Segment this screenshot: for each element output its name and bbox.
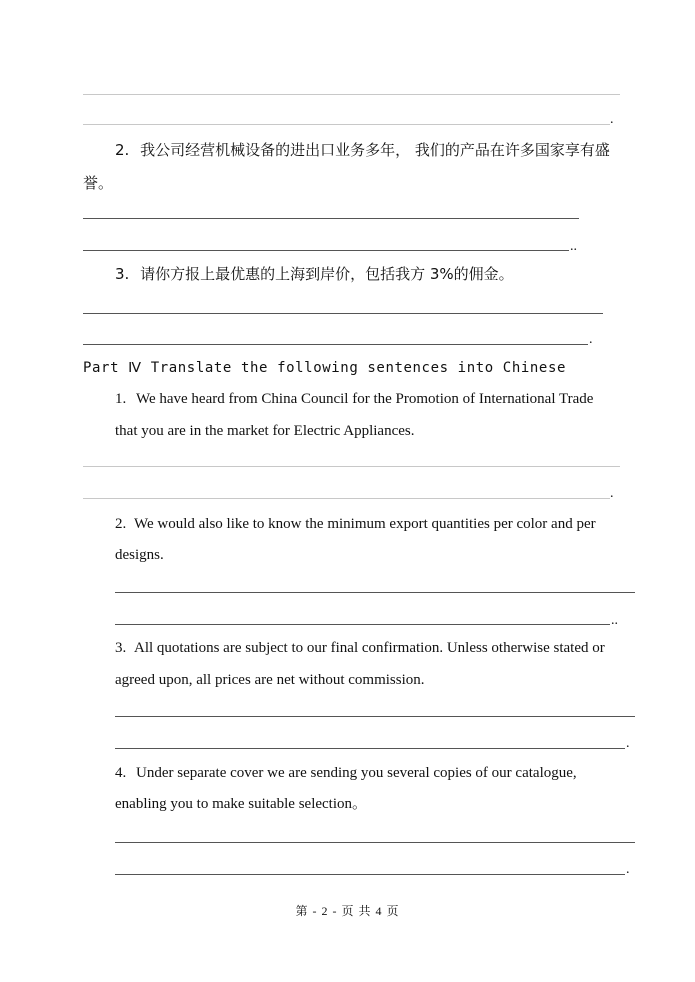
section-heading: Part Ⅳ Translate the following sentences into Chinese [83, 360, 567, 376]
sentence-4-3-line2: agreed upon, all prices are net without commission. [115, 672, 425, 688]
answer-line [83, 498, 610, 499]
answer-end-mark: . [610, 486, 614, 501]
answer-line [83, 250, 569, 251]
item-text: Under separate cover we are sending you several copies of our catalogue, [136, 765, 577, 781]
answer-line [83, 124, 610, 125]
answer-line [115, 592, 635, 593]
answer-line [83, 313, 603, 314]
item-number: 3. [115, 640, 127, 656]
answer-line [83, 344, 588, 345]
item-3-2-line2: 誉。 [83, 174, 114, 192]
item-3-2-line1 [115, 140, 610, 160]
item-text: We have heard from China Council for the Promotion of International Trade [136, 391, 594, 407]
answer-end-mark: . [589, 332, 593, 347]
item-text: We would also like to know the minimum export quantities per color and per [134, 516, 596, 532]
item-number: 1. [115, 391, 127, 407]
item-3-3-line1 [115, 264, 514, 284]
sentence-4-1-line2: that you are in the market for Electric Appliances. [115, 423, 415, 439]
answer-line [115, 874, 625, 875]
sentence-4-2-line2: designs. [115, 547, 164, 563]
answer-line [115, 748, 625, 749]
item-number: 4. [115, 765, 127, 781]
sentence-4-2-line1 [115, 514, 596, 534]
answer-line [83, 466, 620, 467]
item-number: 3. [115, 265, 130, 283]
answer-line [115, 716, 635, 717]
item-text: 请你方报上最优惠的上海到岸价，包括我方 3%的佣金。 [140, 265, 514, 283]
page-footer: 第 - 2 - 页 共 4 页 [295, 904, 400, 918]
answer-end-mark: . [610, 112, 614, 127]
answer-end-mark: . [626, 862, 630, 877]
answer-line [115, 842, 635, 843]
answer-end-mark: .. [570, 239, 577, 254]
sentence-4-4-line2: enabling you to make suitable selection。 [115, 796, 368, 812]
item-number: 2. [115, 141, 130, 159]
answer-line [83, 218, 579, 219]
item-text: 我公司经营机械设备的进出口业务多年， 我们的产品在许多国家享有盛 [140, 141, 610, 159]
answer-end-mark: . [626, 736, 630, 751]
item-number: 2. [115, 516, 127, 532]
answer-line [83, 94, 620, 95]
sentence-4-3-line1 [115, 638, 605, 658]
answer-line [115, 624, 610, 625]
sentence-4-1-line1 [115, 389, 593, 409]
answer-end-mark: .. [611, 613, 618, 628]
item-text: All quotations are subject to our final confirmation. Unless otherwise stated or [134, 640, 605, 656]
sentence-4-4-line1 [115, 763, 577, 783]
